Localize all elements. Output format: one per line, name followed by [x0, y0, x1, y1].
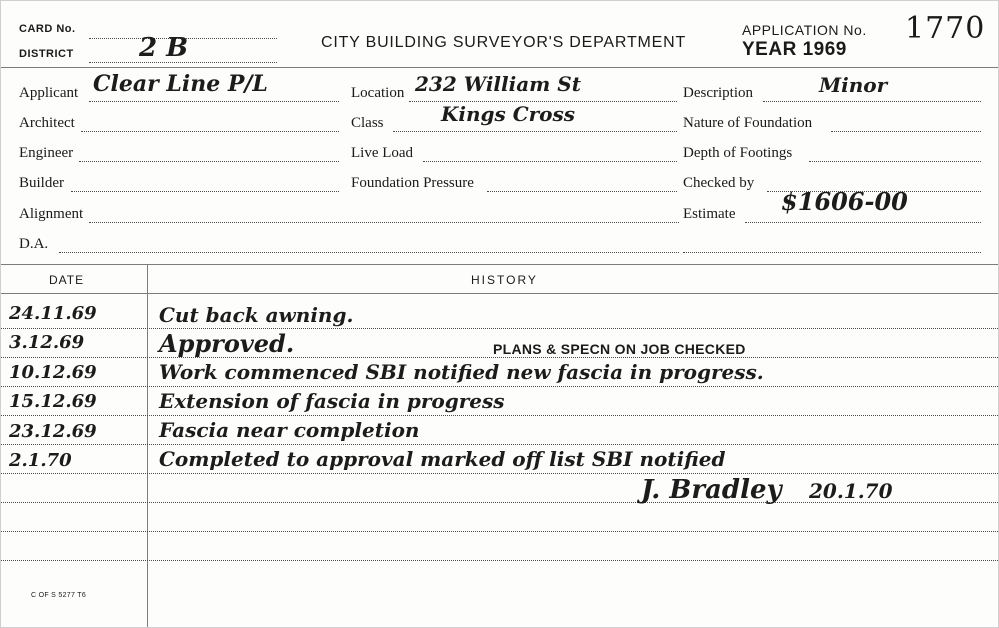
depth-of-footings-label: Depth of Footings	[683, 145, 793, 161]
signature-date: 20.1.70	[809, 479, 893, 503]
history-text-5: Fascia near completion	[159, 418, 420, 442]
checked-by-label: Checked by	[683, 175, 755, 191]
estimate-label: Estimate	[683, 206, 736, 222]
applicant-value: Clear Line P/L	[93, 71, 268, 97]
history-date-6: 2.1.70	[9, 450, 72, 471]
application-label: APPLICATION No.	[742, 22, 867, 38]
date-header: DATE	[49, 273, 85, 287]
history-date-4: 15.12.69	[9, 391, 97, 412]
history-date-5: 23.12.69	[9, 421, 97, 442]
history-text-1: Cut back awning.	[159, 303, 354, 327]
form-code: C OF S 5277 T6	[31, 592, 87, 599]
history-date-2: 3.12.69	[9, 332, 85, 353]
card-no-label: CARD No.	[19, 23, 76, 35]
foundation-pressure-label: Foundation Pressure	[351, 175, 474, 191]
engineer-label: Engineer	[19, 145, 74, 161]
location-label: Location	[351, 85, 405, 101]
signature: J. Bradley	[641, 475, 782, 505]
history-top-rule	[1, 264, 999, 265]
location-value: 232 William St	[415, 72, 581, 96]
history-text-3: Work commenced SBI notified new fascia in progress.	[159, 360, 764, 384]
history-header-rule	[1, 293, 999, 294]
da-label: D.A.	[19, 236, 49, 252]
nature-of-foundation-label: Nature of Foundation	[683, 115, 813, 131]
history-text-2: Approved.	[159, 329, 295, 358]
department-title: CITY BUILDING SURVEYOR'S DEPARTMENT	[321, 34, 687, 51]
architect-label: Architect	[19, 115, 75, 131]
date-column-divider	[147, 264, 148, 628]
class-label: Class	[351, 115, 384, 131]
district-value: 2 B	[139, 33, 189, 63]
history-text-6: Completed to approval marked off list SBI notified	[159, 447, 726, 471]
applicant-label: Applicant	[19, 85, 79, 101]
history-text-4: Extension of fascia in progress	[159, 389, 505, 413]
description-value: Minor	[819, 73, 888, 97]
estimate-value: $1606-00	[781, 187, 908, 216]
history-date-1: 24.11.69	[9, 303, 97, 324]
header-divider	[1, 67, 999, 68]
location-value-line2: Kings Cross	[441, 102, 576, 126]
description-label: Description	[683, 85, 753, 101]
history-date-3: 10.12.69	[9, 362, 97, 383]
builder-label: Builder	[19, 175, 64, 191]
alignment-label: Alignment	[19, 206, 84, 222]
year-label: YEAR 1969	[742, 39, 847, 60]
district-label: DISTRICT	[19, 48, 74, 60]
application-number: 1770	[905, 11, 986, 46]
live-load-label: Live Load	[351, 145, 414, 161]
history-header: HISTORY	[471, 273, 538, 287]
plans-checked-stamp: PLANS & SPECN ON JOB CHECKED	[493, 341, 746, 357]
